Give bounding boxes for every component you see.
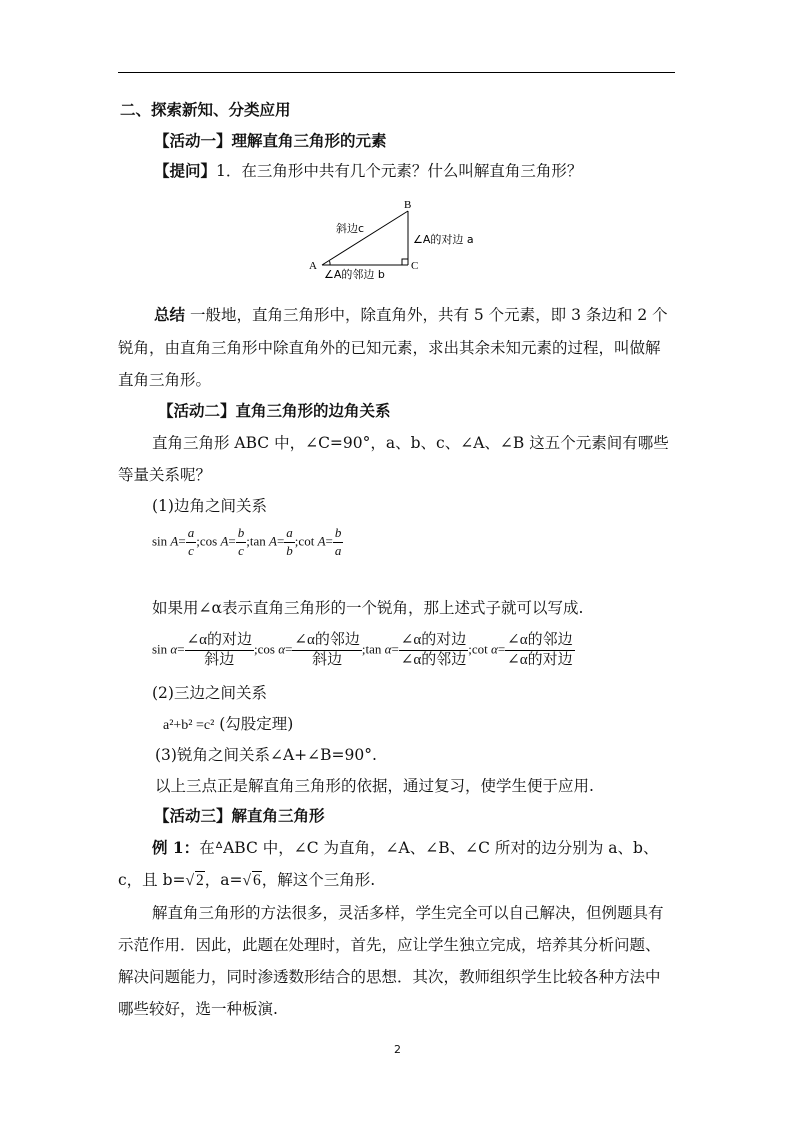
summary-line1 (154, 305, 668, 325)
hypotenuse-label: 斜边c (336, 222, 365, 235)
fraction-a-over-c: $\frac{a}{c}$ (187, 525, 195, 558)
alpha: α (170, 641, 178, 657)
header-rule (118, 72, 675, 73)
equals: = (178, 533, 186, 549)
method-para-line1: 解直角三角形的方法很多，灵活多样，学生完全可以自己解决，但例题具有 (152, 904, 664, 922)
sin-label: sin (152, 641, 168, 657)
item1-label: (1)边角之间关系 (152, 497, 267, 515)
tan-label: tan (249, 533, 266, 549)
activity2-intro-line2: 等量关系呢？ (118, 466, 212, 484)
fraction-opposite-over-hypotenuse: $\frac{\text{∠α的对边}}{\text{斜边}}$ (186, 632, 253, 669)
equals: = (285, 641, 293, 657)
method-para-line4: 哪些较好，选一种板演. (118, 1000, 278, 1018)
example-line2: c，且 b=√ 2，a=√ 6，解这个三角形. (118, 871, 376, 889)
pythagoras-formula: a²+b² =c² (163, 718, 215, 733)
fraction-adjacent-over-hypotenuse: $\frac{\text{∠α的邻边}}{\text{斜边}}$ (294, 632, 360, 669)
angle-a-arc (330, 261, 331, 265)
alpha: α (278, 641, 286, 657)
hypotenuse-line (322, 211, 408, 265)
separator: ; (246, 533, 250, 549)
method-para-line2: 示范作用．因此，此题在处理时，首先，应让学生独立完成，培养其分析问题、 (118, 936, 661, 954)
activity1-title: 【活动一】理解直角三角形的元素 (154, 131, 387, 150)
separator: ; (361, 641, 366, 657)
sqrt-radicand-a: 6 (253, 872, 261, 889)
question-tag: 【提问】 (154, 161, 217, 180)
item3-label: (3)锐角之间关系∠A+∠B=90°. (155, 746, 377, 764)
fraction-a-over-b: $\frac{a}{b}$ (286, 525, 293, 558)
right-triangle-diagram (300, 195, 500, 285)
angle-a: A (317, 533, 326, 549)
equals: = (228, 533, 236, 549)
alpha: α (491, 641, 498, 657)
cos-label: cos (257, 641, 275, 657)
separator: ; (254, 641, 258, 657)
summary-line3: 直角三角形。 (118, 371, 212, 389)
item2-label: (2)三边之间关系 (152, 684, 267, 702)
fraction-b-over-a: $\frac{b}{a}$ (334, 525, 342, 558)
opposite-label: ∠A的对边 a (413, 233, 474, 246)
summary-text1: 一般地，直角三角形中，除直角外，共有 5 个元素，即 3 条边和 2 个 (189, 306, 668, 324)
cos-label: cos (199, 533, 218, 549)
cot-label: cot (471, 641, 488, 657)
cot-label: cot (298, 533, 315, 549)
question-text: 1．在三角形中共有几个元素？什么叫解直角三角形？ (216, 162, 583, 180)
fraction-opposite-over-adjacent: $\frac{\text{∠α的对边}}{\text{∠α的邻边}}$ (400, 632, 467, 669)
trig-formula-sides (152, 526, 343, 559)
fraction-b-over-c: $\frac{b}{c}$ (237, 525, 245, 558)
equals: = (276, 533, 285, 549)
tan-label: tan (365, 641, 382, 657)
pythagoras-line (163, 714, 293, 736)
activity2-conclusion: 以上三点正是解直角三角形的依据，通过复习，使学生便于应用. (155, 777, 594, 795)
separator: ; (294, 533, 299, 549)
vertex-a-label: A (309, 260, 317, 272)
pythagoras-note: (勾股定理) (219, 715, 294, 733)
vertex-c-label: C (411, 260, 419, 272)
equals: = (497, 641, 506, 657)
activity1-question (154, 161, 582, 181)
sqrt-symbol: √ (185, 872, 195, 889)
angle-a: A (269, 533, 277, 549)
vertex-b-label: B (404, 199, 412, 211)
separator: ; (468, 641, 472, 657)
page-number: 2 (394, 1043, 401, 1056)
right-angle-mark (402, 259, 408, 265)
example-line1 (152, 838, 658, 858)
alpha-intro: 如果用∠α表示直角三角形的一个锐角，那上述式子就可以写成. (152, 599, 584, 617)
example-tag: 例 1： (152, 838, 200, 857)
summary-tag: 总结 (154, 305, 186, 324)
activity3-title: 【活动三】解直角三角形 (154, 806, 325, 825)
method-para-line3: 解决问题能力，同时渗透数形结合的思想．其次，教师组织学生比较各种方法中 (118, 968, 661, 986)
angle-a: A (170, 533, 179, 549)
equals: = (391, 641, 399, 657)
alpha: α (384, 641, 392, 657)
angle-a: A (220, 533, 229, 549)
summary-line2: 锐角，由直角三角形中除直角外的已知元素，求出其余未知元素的过程，叫做解 (118, 339, 661, 357)
adjacent-label: ∠A的邻边 b (324, 268, 385, 281)
sqrt-radicand-b: 2 (196, 872, 204, 889)
trig-formula-alpha (152, 632, 575, 670)
fraction-adjacent-over-opposite: $\frac{\text{∠α的邻边}}{\text{∠α的对边}}$ (507, 632, 573, 669)
section-title: 二、探索新知、分类应用 (120, 100, 291, 119)
example-text1: 在ᐞABC 中，∠C 为直角，∠A、∠B、∠C 所对的边分别为 a、b、 (199, 839, 659, 857)
equals: = (177, 641, 185, 657)
sin-label: sin (152, 533, 168, 549)
equals: = (325, 533, 333, 549)
separator: ; (196, 533, 200, 549)
activity2-intro-line1: 直角三角形 ABC 中，∠C=90°，a、b、c、∠A、∠B 这五个元素间有哪些 (152, 434, 669, 452)
sqrt-symbol: √ (242, 872, 252, 889)
activity2-title: 【活动二】直角三角形的边角关系 (158, 401, 391, 420)
